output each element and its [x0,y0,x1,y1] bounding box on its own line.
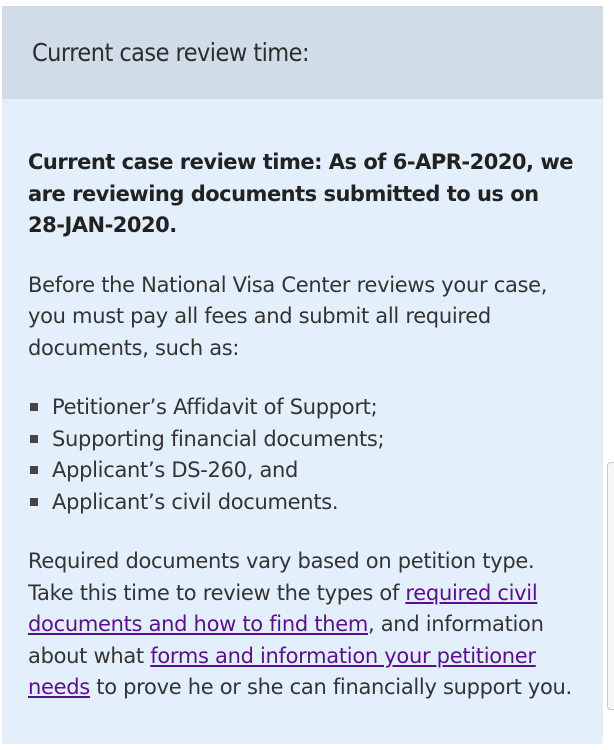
square-bullet-icon [30,435,38,443]
intro-paragraph: Before the National Visa Center reviews your case, you must pay all fees and submit all required documents, such as: [28,272,548,360]
card-body [2,99,603,704]
list-item [28,487,575,519]
card-header-title: Current case review time: [32,38,310,67]
closing-text-1: Required documents vary based on petition type. Take this time to review the types of [28,549,535,605]
list-item [28,392,575,424]
square-bullet-icon [30,498,38,506]
review-time-statement: Current case review time: As of 6-APR-2020, we are reviewing documents submitted to us on 28-JAN-2020. [28,150,573,237]
petitioner-forms-link[interactable]: forms and information your petitioner needs [28,643,536,699]
list-item [28,424,575,456]
closing-text-3: to prove he or she can financially support you. [89,675,572,699]
square-bullet-icon [30,466,38,474]
closing-paragraph [28,546,575,704]
required-documents-list [28,392,575,518]
list-item-text: Applicant’s civil documents. [52,489,339,514]
case-review-card [2,6,603,744]
list-item-text: Applicant’s DS-260, and [52,458,299,482]
required-civil-documents-link[interactable]: required civil documents and how to find them [28,580,538,636]
closing-text-2: , and information about what [28,612,544,668]
list-item [28,455,575,487]
list-item-text: Supporting financial documents; [52,426,385,451]
square-bullet-icon [30,403,38,411]
list-item-text: Petitioner’s Affidavit of Support; [52,395,378,419]
card-header [2,6,603,99]
scrollbar-handle[interactable] [607,462,614,710]
